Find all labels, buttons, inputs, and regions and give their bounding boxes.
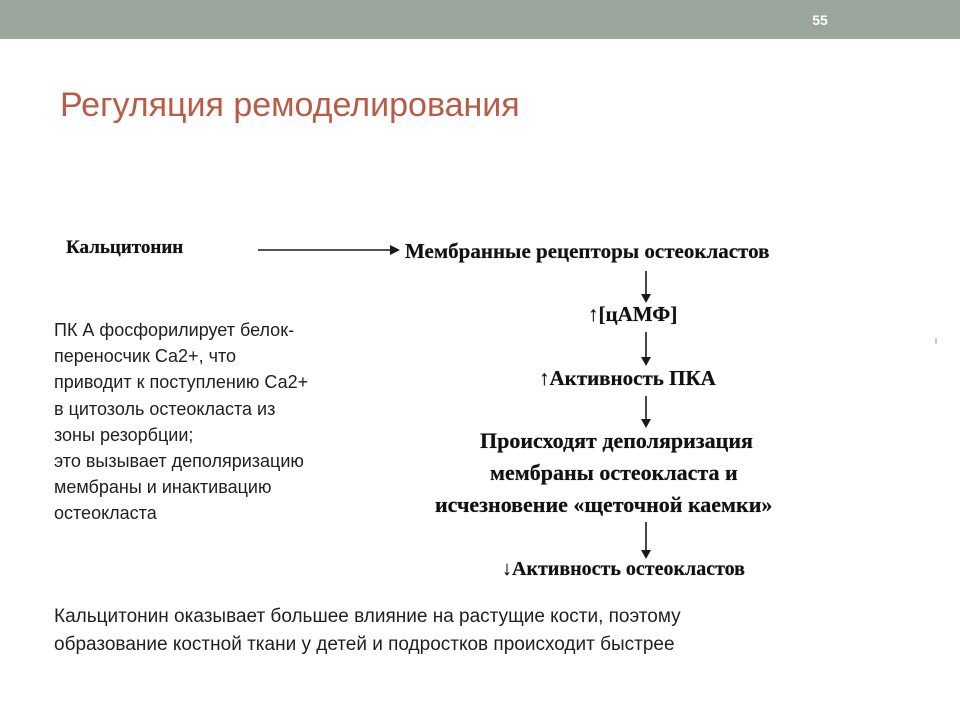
conclusion-line: Кальцитонин оказывает большее влияние на растущие кости, поэтому xyxy=(54,606,681,627)
camp-label: ↑[цАМФ] xyxy=(588,302,678,326)
conclusion-text xyxy=(54,603,914,659)
slide-number: 55 xyxy=(812,12,828,28)
side-note-line: переносчик Са2+, что xyxy=(54,346,237,367)
conclusion-line: образование костной ткани у детей и подростков происходит быстрее xyxy=(54,634,675,655)
depolarization-line-2: мембраны остеокласта и xyxy=(490,460,738,485)
side-note-line: мембраны и инактивацию xyxy=(54,477,272,498)
side-note-line: приводит к поступлению Са2+ xyxy=(54,372,309,393)
side-note-line: это вызывает деполяризацию xyxy=(54,451,304,472)
side-note-line: зоны резорбции; xyxy=(54,424,194,445)
side-note-line: остеокласта xyxy=(54,503,157,524)
depolarization-line-1: Происходят деполяризация xyxy=(480,428,753,453)
side-note-line: ПК А фосфорилирует белок- xyxy=(54,320,295,340)
osteoclast-activity-label: ↓Активность остеокластов xyxy=(502,558,745,580)
arrowhead-right xyxy=(390,245,400,255)
calcitonin-label: Кальцитонин xyxy=(66,237,184,258)
slide-title: Регуляция ремоделирования xyxy=(60,86,520,124)
side-note xyxy=(54,317,414,527)
depolarization-line-3: исчезновение «щеточной каемки» xyxy=(435,492,773,517)
pka-activity-label: ↑Активность ПКА xyxy=(539,366,716,390)
membrane-receptors-label: Мембранные рецепторы остеокластов xyxy=(405,239,770,263)
side-note-line: в цитозоль остеокласта из xyxy=(54,398,276,419)
